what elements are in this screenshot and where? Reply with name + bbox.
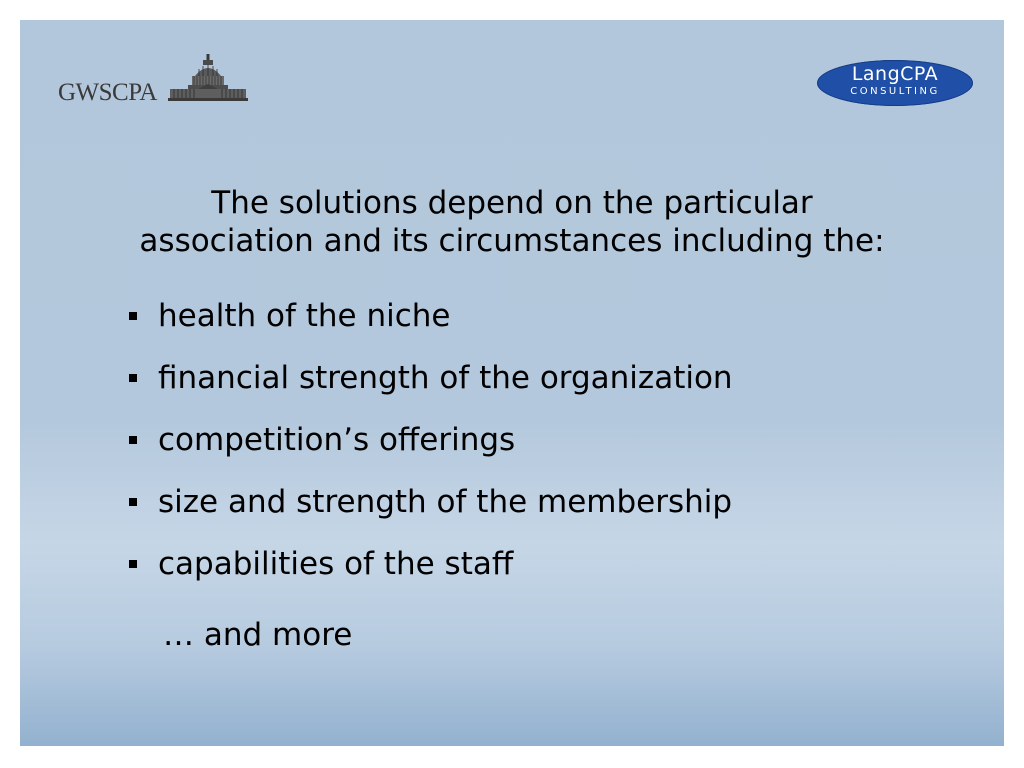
bullet-item xyxy=(124,417,733,479)
bullet-text: capabilities of the staff xyxy=(158,546,514,582)
gwscpa-logo xyxy=(58,54,248,110)
consulting-logo-subtext: CONSULTING xyxy=(850,86,940,97)
bullet-item xyxy=(124,355,733,417)
bullet-text: size and strength of the membership xyxy=(158,484,733,520)
langcpa-consulting-logo xyxy=(817,60,973,106)
heading-line-1: The solutions depend on the particular xyxy=(211,185,813,221)
bullet-text: competition’s offerings xyxy=(158,422,516,458)
square-bullet-icon xyxy=(129,374,137,382)
square-bullet-icon xyxy=(129,436,137,444)
square-bullet-icon xyxy=(129,560,137,568)
slide xyxy=(20,20,1004,746)
bullet-item xyxy=(124,541,733,603)
langcpa-logo-text: LangCPA xyxy=(851,63,939,85)
heading-line-2: association and its circumstances including the: xyxy=(139,223,885,259)
and-more-note: … and more xyxy=(163,617,353,653)
bullet-text: financial strength of the organization xyxy=(158,360,733,396)
square-bullet-icon xyxy=(129,312,137,320)
slide-heading xyxy=(40,184,984,260)
capitol-building-icon xyxy=(168,54,248,104)
bullet-list xyxy=(124,293,733,603)
gwscpa-logo-text: GWSCPA xyxy=(58,79,157,106)
bullet-text: health of the niche xyxy=(158,298,451,334)
bullet-item xyxy=(124,293,733,355)
square-bullet-icon xyxy=(129,498,137,506)
bullet-item xyxy=(124,479,733,541)
